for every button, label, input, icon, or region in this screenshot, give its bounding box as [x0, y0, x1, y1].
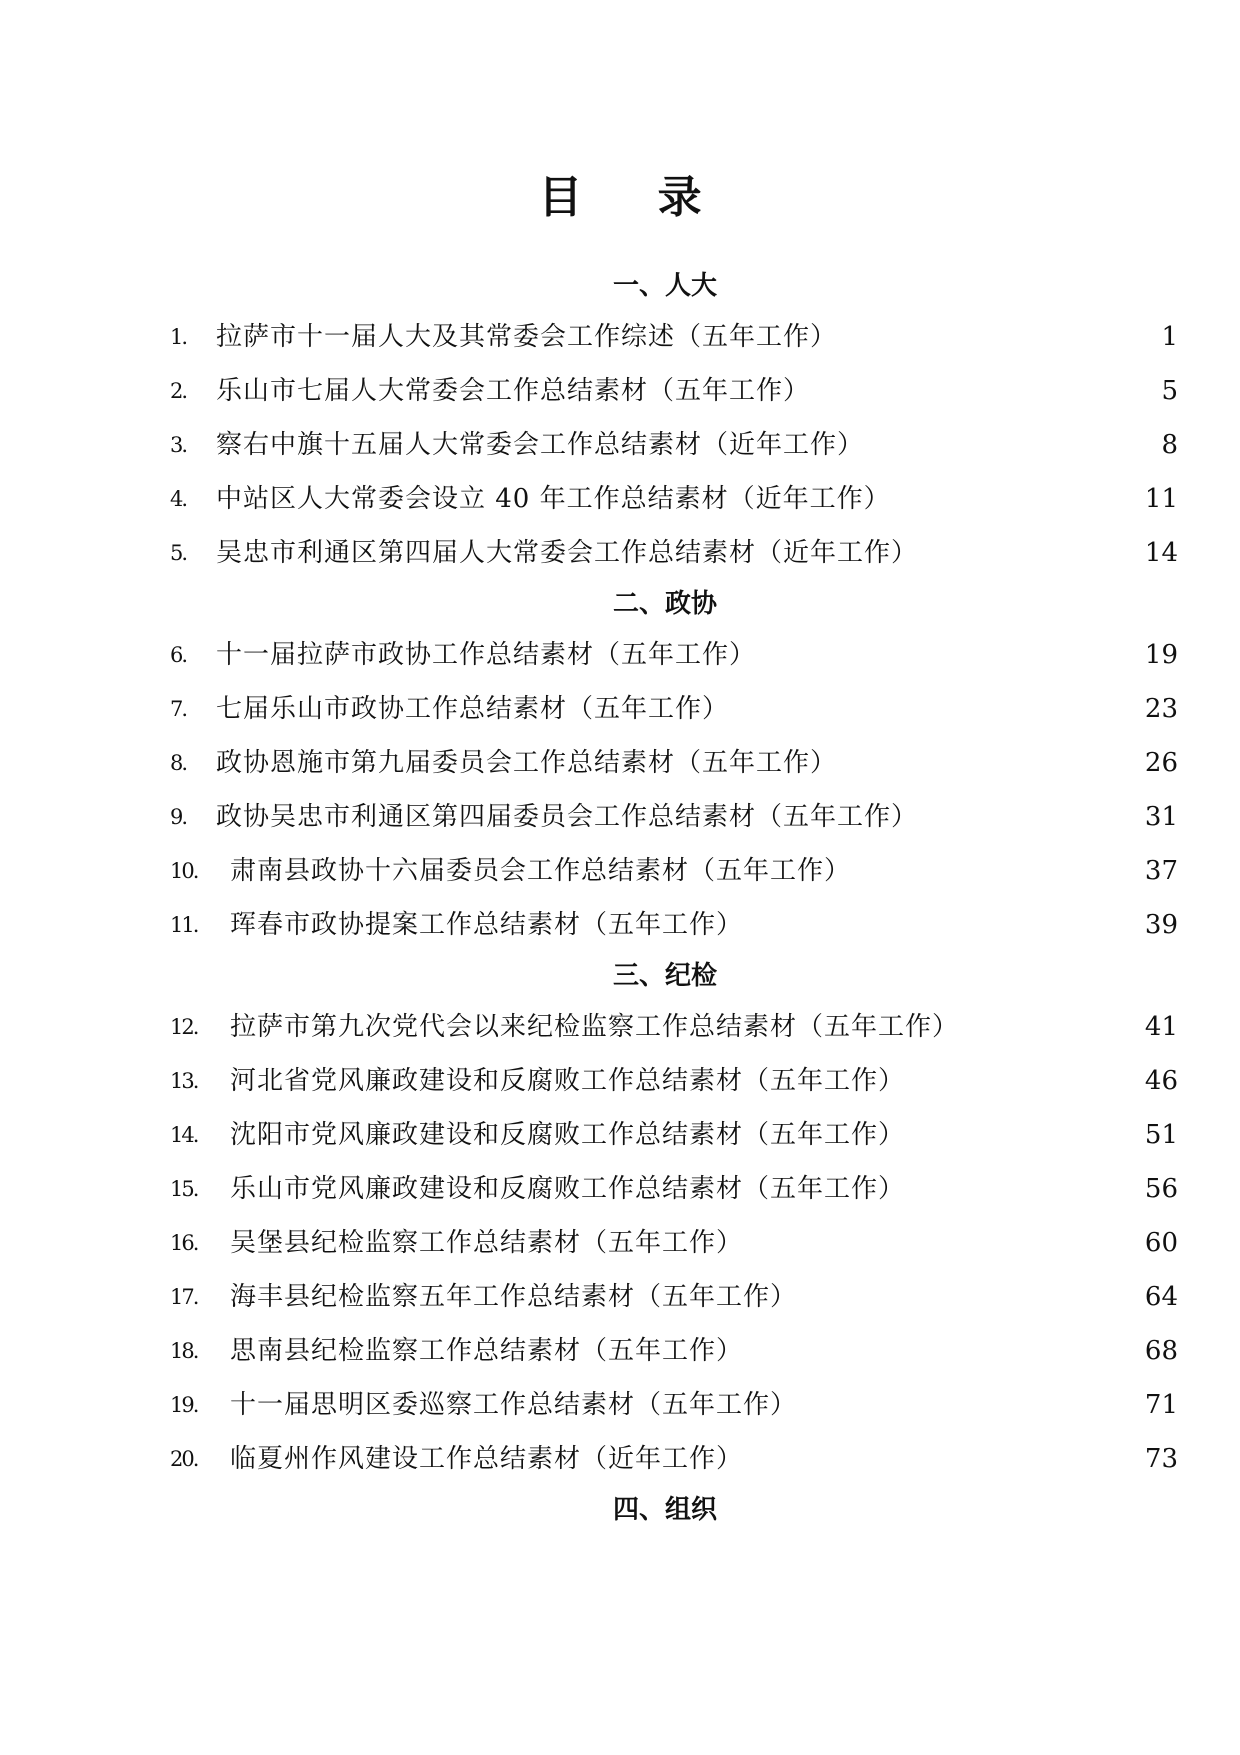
toc-entry-number: 14. [170, 1123, 198, 1147]
toc-entry-number: 17. [170, 1285, 198, 1309]
toc-entry-page-number: 14 [1144, 538, 1178, 568]
toc-entry[interactable] [170, 1162, 1178, 1216]
toc-entry-title: 拉萨市第九次党代会以来纪检监察工作总结素材（五年工作） [230, 1012, 960, 1042]
toc-entry-title: 沈阳市党风廉政建设和反腐败工作总结素材（五年工作） [230, 1120, 906, 1150]
toc-entry-number: 4. [170, 487, 187, 511]
toc-entry-page-number: 31 [1144, 802, 1178, 832]
toc-entry-number: 7. [170, 697, 187, 721]
toc-entry-page-number: 1 [1161, 322, 1178, 352]
toc-entry[interactable] [170, 364, 1178, 418]
toc-entry[interactable] [170, 682, 1178, 736]
toc-entry-number: 10. [170, 859, 198, 883]
toc-entry-page-number: 71 [1144, 1390, 1178, 1420]
toc-entry-page-number: 37 [1144, 856, 1178, 886]
toc-entry-title: 中站区人大常委会设立 40 年工作总结素材（近年工作） [216, 484, 891, 514]
toc-entry-page-number: 41 [1144, 1012, 1178, 1042]
toc-entry-page-number: 8 [1161, 430, 1178, 460]
toc-entry[interactable] [170, 1270, 1178, 1324]
toc-entry-number: 5. [170, 541, 187, 565]
toc-entry-title: 十一届思明区委巡察工作总结素材（五年工作） [230, 1390, 798, 1420]
toc-entry[interactable] [170, 526, 1178, 580]
toc-entry-number: 15. [170, 1177, 198, 1201]
toc-entry-number: 20. [170, 1447, 198, 1471]
toc-entry[interactable] [170, 472, 1178, 526]
toc-entry-page-number: 39 [1144, 910, 1178, 940]
toc-entry-title: 海丰县纪检监察五年工作总结素材（五年工作） [230, 1282, 798, 1312]
toc-entry-page-number: 19 [1144, 640, 1178, 670]
toc-entry-page-number: 64 [1144, 1282, 1178, 1312]
toc-entry-page-number: 51 [1144, 1120, 1178, 1150]
toc-entry[interactable] [170, 736, 1178, 790]
toc-entry-number: 13. [170, 1069, 198, 1093]
toc-entry[interactable] [170, 1108, 1178, 1162]
toc-entry-title: 察右中旗十五届人大常委会工作总结素材（近年工作） [216, 430, 865, 460]
toc-entry[interactable] [170, 1054, 1178, 1108]
toc-entry-title: 河北省党风廉政建设和反腐败工作总结素材（五年工作） [230, 1066, 906, 1096]
toc-entry-number: 16. [170, 1231, 198, 1255]
toc-entry-number: 9. [170, 805, 187, 829]
toc-entry-number: 19. [170, 1393, 198, 1417]
toc-entry-page-number: 60 [1144, 1228, 1178, 1258]
toc-entry[interactable] [170, 1324, 1178, 1378]
toc-entry-title: 吴忠市利通区第四届人大常委会工作总结素材（近年工作） [216, 538, 919, 568]
toc-entry-title: 乐山市党风廉政建设和反腐败工作总结素材（五年工作） [230, 1174, 906, 1204]
toc-entry[interactable] [170, 310, 1178, 364]
section-heading: 一、人大 [612, 271, 717, 301]
toc-entry-number: 3. [170, 433, 187, 457]
page-title: 目 录 [538, 172, 732, 223]
toc-entry-page-number: 23 [1144, 694, 1178, 724]
toc-entry-page-number: 68 [1144, 1336, 1178, 1366]
toc-entry[interactable] [170, 844, 1178, 898]
toc-entry-title: 肃南县政协十六届委员会工作总结素材（五年工作） [230, 856, 852, 886]
toc-entry-number: 8. [170, 751, 187, 775]
table-of-contents [170, 262, 1178, 1534]
toc-entry-title: 珲春市政协提案工作总结素材（五年工作） [230, 910, 744, 940]
toc-entry-number: 18. [170, 1339, 198, 1363]
toc-entry-title: 七届乐山市政协工作总结素材（五年工作） [216, 694, 730, 724]
toc-entry-title: 政协恩施市第九届委员会工作总结素材（五年工作） [216, 748, 838, 778]
toc-entry-page-number: 5 [1161, 376, 1178, 406]
toc-entry-number: 12. [170, 1015, 198, 1039]
toc-entry[interactable] [170, 1378, 1178, 1432]
toc-entry-page-number: 56 [1144, 1174, 1178, 1204]
toc-entry[interactable] [170, 1432, 1178, 1486]
toc-entry[interactable] [170, 628, 1178, 682]
section-heading: 四、组织 [612, 1495, 717, 1525]
toc-entry[interactable] [170, 1216, 1178, 1270]
section-heading: 二、政协 [612, 589, 717, 619]
toc-entry-page-number: 73 [1144, 1444, 1178, 1474]
toc-entry-page-number: 46 [1144, 1066, 1178, 1096]
toc-entry[interactable] [170, 790, 1178, 844]
toc-entry-number: 6. [170, 643, 187, 667]
toc-entry-title: 十一届拉萨市政协工作总结素材（五年工作） [216, 640, 757, 670]
toc-entry-title: 思南县纪检监察工作总结素材（五年工作） [230, 1336, 744, 1366]
toc-entry-title: 乐山市七届人大常委会工作总结素材（五年工作） [216, 376, 811, 406]
toc-entry-title: 拉萨市十一届人大及其常委会工作综述（五年工作） [216, 322, 838, 352]
toc-entry[interactable] [170, 418, 1178, 472]
toc-entry-page-number: 11 [1144, 484, 1178, 514]
toc-entry-number: 11. [170, 913, 198, 937]
toc-entry-title: 吴堡县纪检监察工作总结素材（五年工作） [230, 1228, 744, 1258]
toc-entry-page-number: 26 [1144, 748, 1178, 778]
toc-entry[interactable] [170, 1000, 1178, 1054]
toc-entry[interactable] [170, 898, 1178, 952]
toc-entry-title: 政协吴忠市利通区第四届委员会工作总结素材（五年工作） [216, 802, 919, 832]
toc-entry-number: 2. [170, 379, 187, 403]
toc-entry-title: 临夏州作风建设工作总结素材（近年工作） [230, 1444, 744, 1474]
toc-entry-number: 1. [170, 325, 187, 349]
section-heading: 三、纪检 [612, 961, 717, 991]
